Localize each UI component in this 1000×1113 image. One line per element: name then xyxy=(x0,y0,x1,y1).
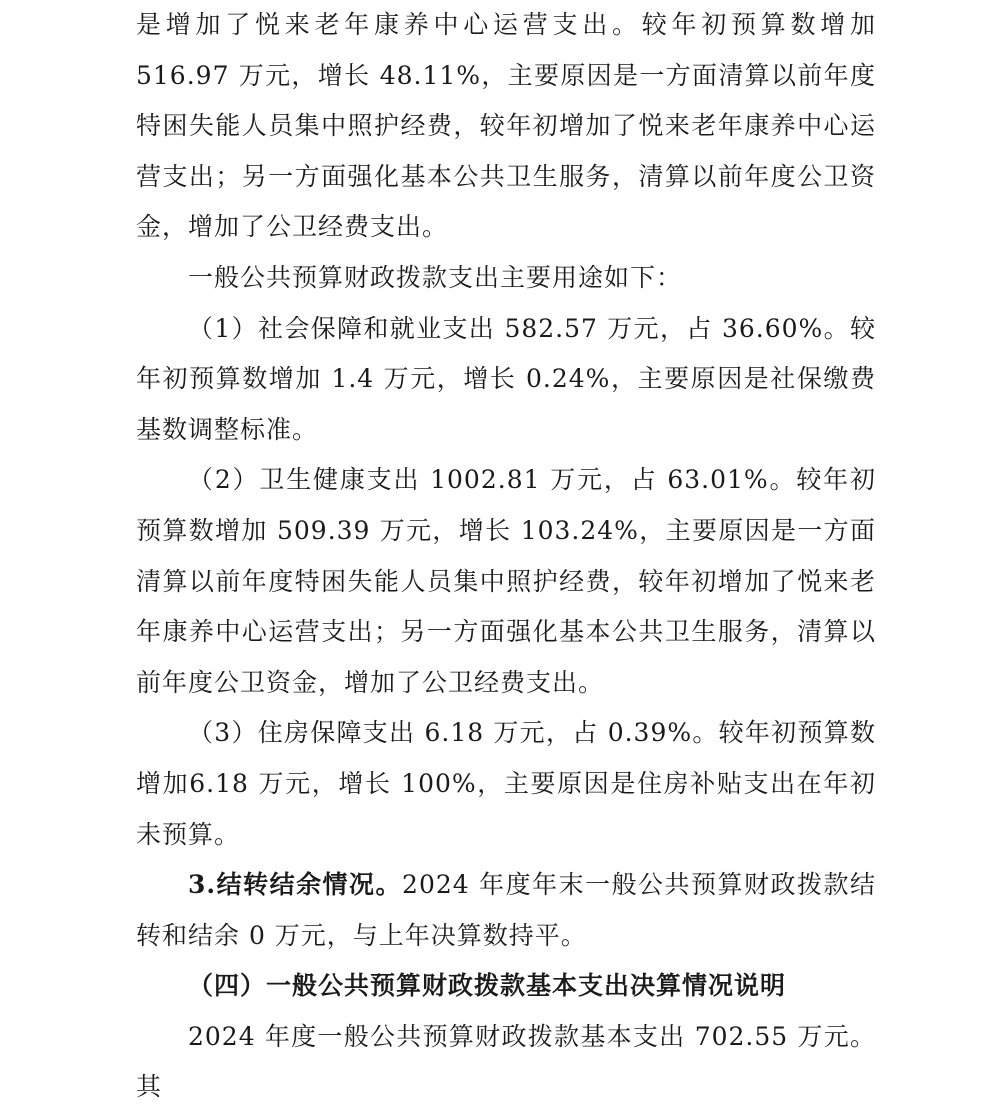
paragraph-uses-intro: 一般公共预算财政拨款支出主要用途如下： xyxy=(188,262,683,292)
paragraph-basic-expenditure: 2024 年度一般公共预算财政拨款基本支出 702.55 万元。其 xyxy=(136,1021,876,1102)
paragraph-carryover xyxy=(136,860,876,961)
document-body xyxy=(136,0,876,1113)
paragraph-social-security: （1）社会保障和就业支出 582.57 万元，占 36.60%。较年初预算数增加 1.4 万元，增长 0.24%，主要原因是社保缴费基数调整标准。 xyxy=(136,313,876,444)
carryover-text: 2024 年度年末一般公共预算财政拨款结转和结余 0 万元，与上年决算数持平。 xyxy=(136,870,876,950)
paragraph-health: （2）卫生健康支出 1002.81 万元，占 63.01%。较年初预算数增加 509.39 万元，增长 103.24%，主要原因是一方面清算以前年度特困失能人员集中照护经费，较年初增加了悦来老年康养中心运营支出；另一方面强化基本公共卫生服务，清算以前年度公卫资金，增加了公卫经费支出。 xyxy=(136,465,876,697)
carryover-heading: 3.结转结余情况。 xyxy=(188,870,403,900)
section-heading-basic-expenditure: （四）一般公共预算财政拨款基本支出决算情况说明 xyxy=(188,971,787,1001)
paragraph-housing: （3）住房保障支出 6.18 万元，占 0.39%。较年初预算数增加6.18 万元，增长 100%，主要原因是住房补贴支出在年初未预算。 xyxy=(136,718,876,849)
paragraph-continuation: 是增加了悦来老年康养中心运营支出。较年初预算数增加516.97 万元，增长 48.11%，主要原因是一方面清算以前年度特困失能人员集中照护经费，较年初增加了悦来老年康养中心运营支出；另一方面强化基本公共卫生服务，清算以前年度公卫资金，增加了公卫经费支出。 xyxy=(136,10,876,242)
